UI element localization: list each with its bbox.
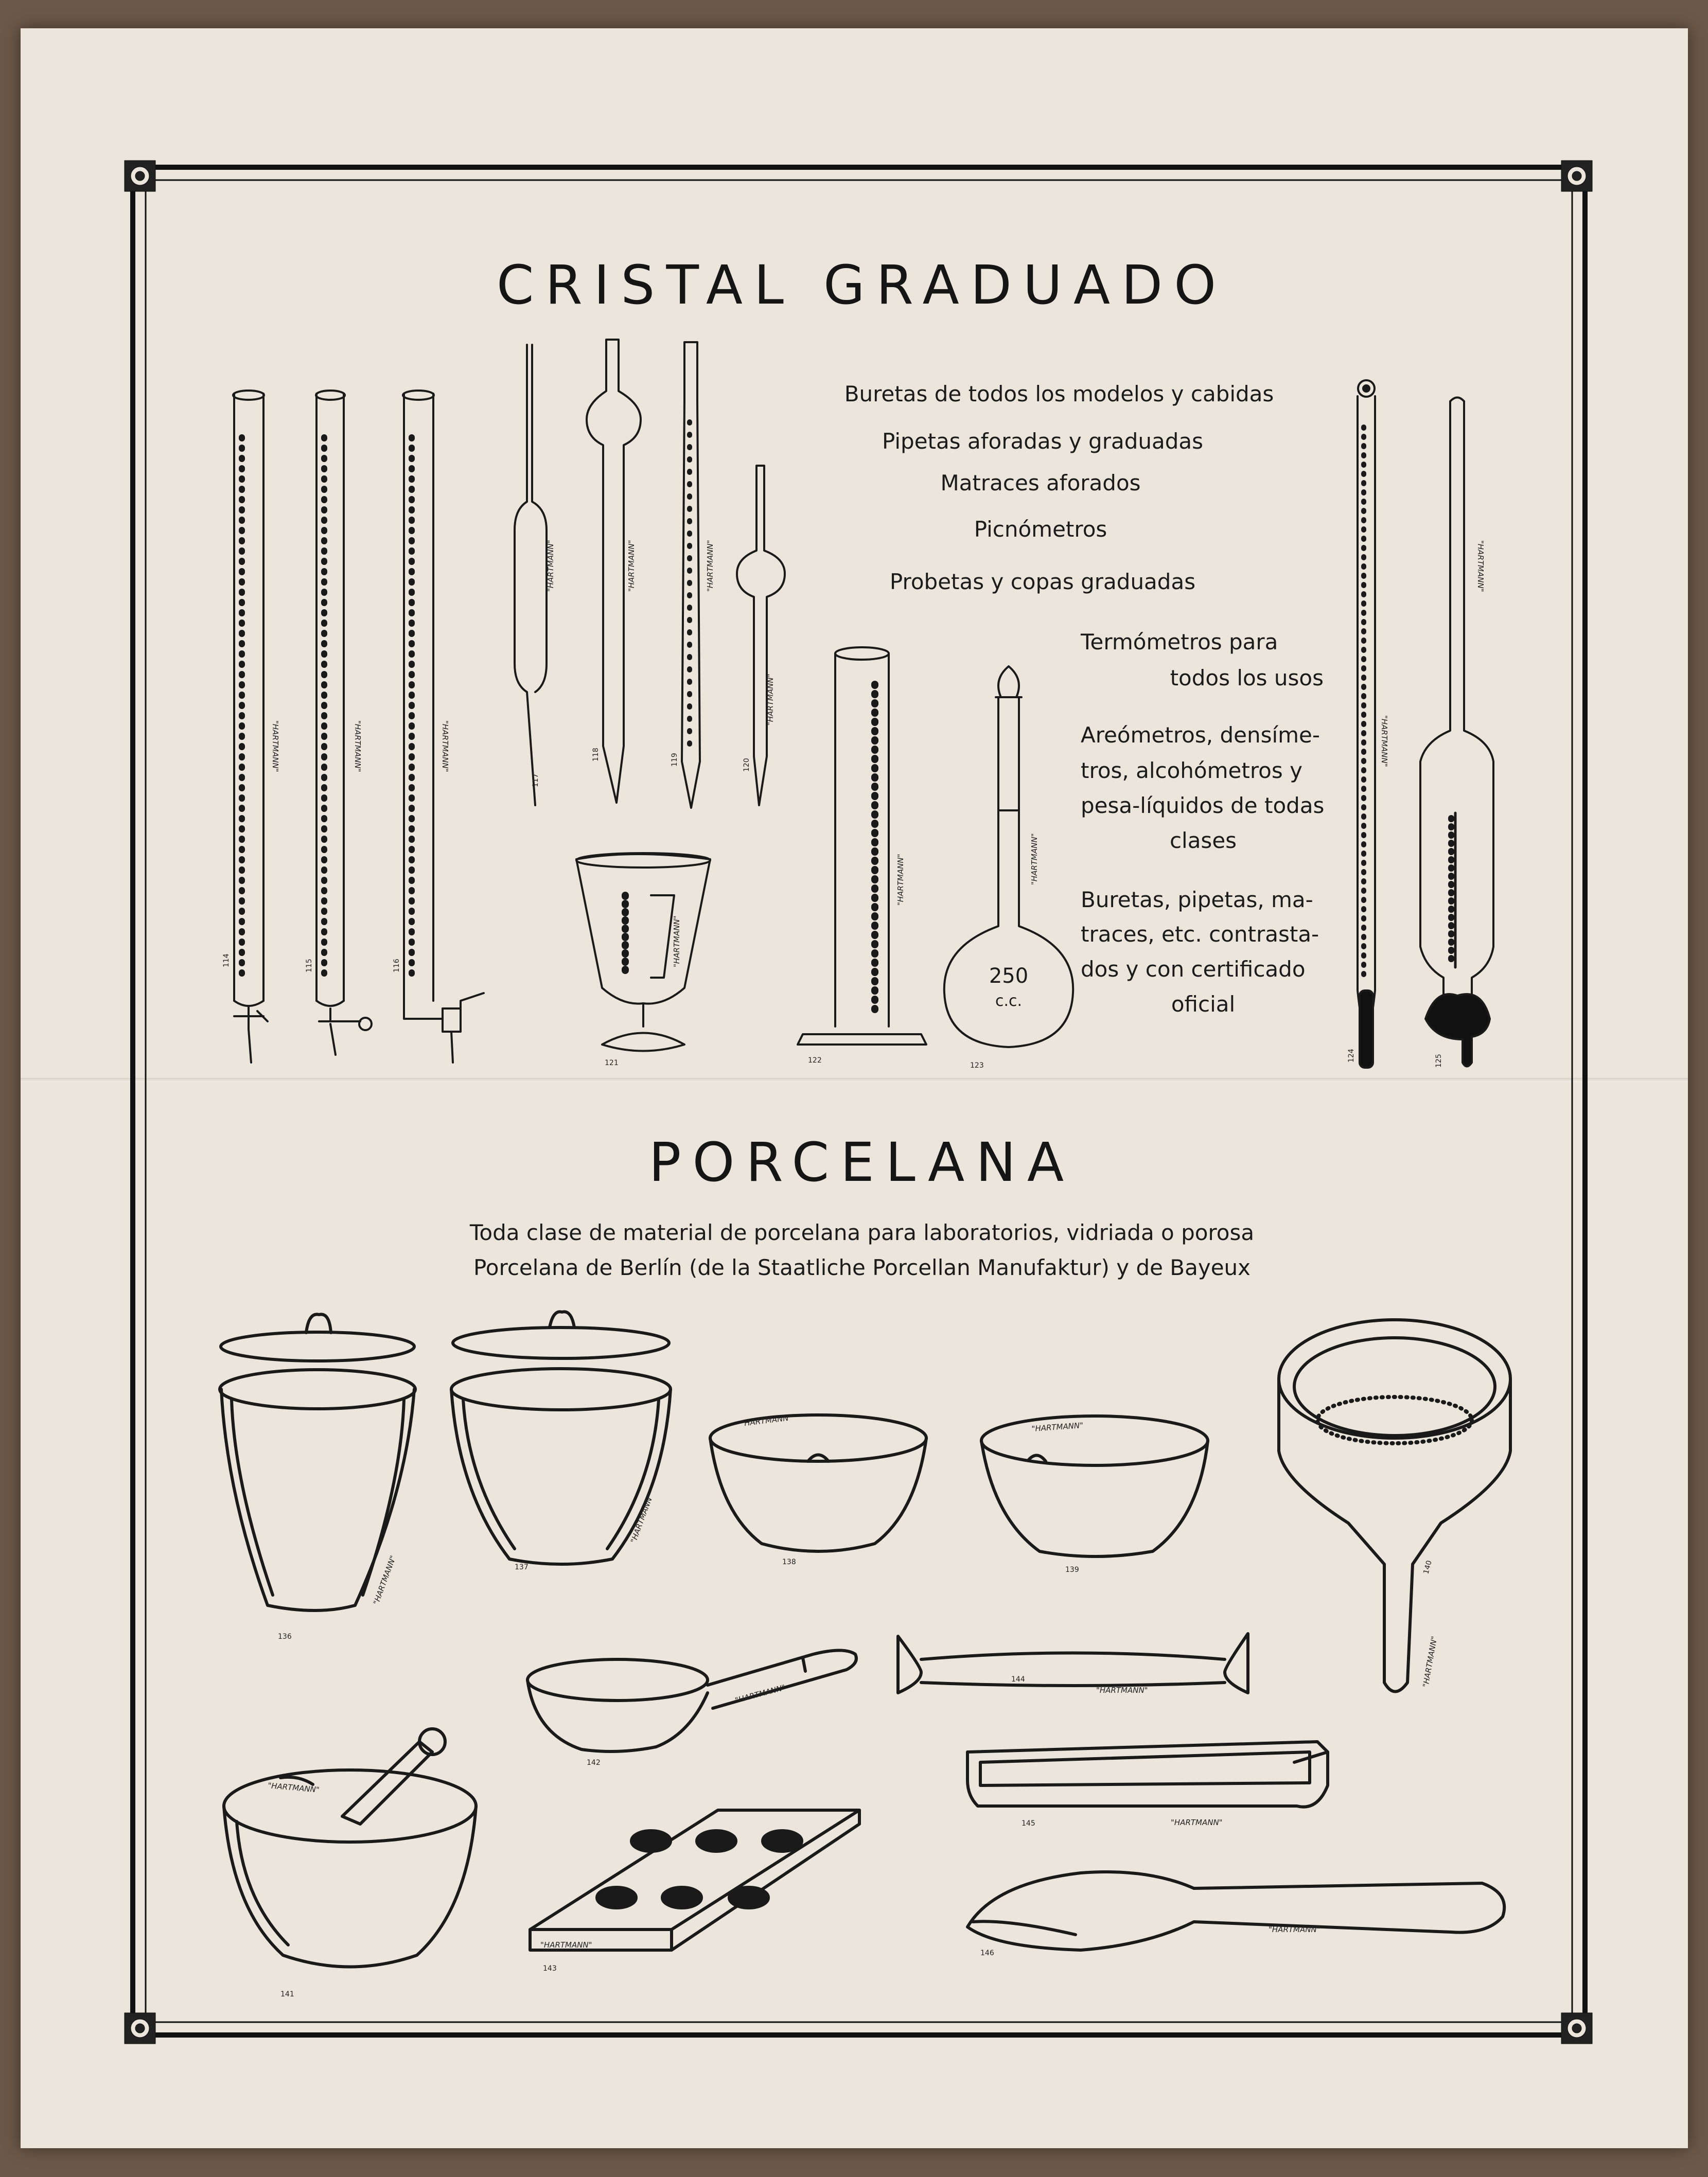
crucible-illustration bbox=[220, 1314, 415, 1641]
spot-plate-illustration bbox=[530, 1810, 859, 1973]
item-number: 139 bbox=[1065, 1566, 1079, 1574]
maker-mark: "HARTMANN" bbox=[271, 720, 280, 772]
pipette-illustration bbox=[515, 345, 555, 805]
maker-mark: "HARTMANN" bbox=[441, 720, 450, 772]
text-line: Toda clase de material de porcelana para laboratorios, vidriada o porosa bbox=[469, 1220, 1255, 1245]
maker-mark: "HARTMANN" bbox=[896, 854, 905, 906]
frame-corner-ornament bbox=[125, 2013, 155, 2044]
text-line: todos los usos bbox=[1170, 665, 1324, 691]
text-line: Buretas de todos los modelos y cabidas bbox=[844, 381, 1274, 406]
spatula-illustration bbox=[898, 1634, 1248, 1695]
crucible-illustration bbox=[451, 1312, 671, 1571]
text-line: Porcelana de Berlín (de la Staatliche Porcellan Manufaktur) y de Bayeux bbox=[473, 1255, 1251, 1280]
maker-mark: "HARTMANN" bbox=[1031, 1421, 1084, 1433]
frame-corner-ornament bbox=[125, 161, 155, 191]
section-heading-glass: CRISTAL GRADUADO bbox=[496, 254, 1228, 316]
maker-mark: "HARTMANN" bbox=[267, 1781, 320, 1795]
pipette-illustration bbox=[671, 342, 715, 808]
item-number: 142 bbox=[587, 1759, 601, 1767]
maker-mark: "HARTMANN" bbox=[1421, 1635, 1439, 1688]
text-line: Pipetas aforadas y graduadas bbox=[882, 429, 1204, 454]
item-number: 115 bbox=[305, 959, 313, 972]
item-number: 124 bbox=[1347, 1049, 1355, 1063]
maker-mark: "HARTMANN" bbox=[1096, 1686, 1148, 1695]
text-line: Buretas, pipetas, ma- bbox=[1081, 887, 1313, 912]
item-number: 144 bbox=[1011, 1675, 1025, 1684]
maker-mark: "HARTMANN" bbox=[1030, 833, 1039, 885]
item-number: 136 bbox=[278, 1633, 292, 1641]
item-number: 140 bbox=[1422, 1560, 1434, 1576]
text-line: traces, etc. contrasta- bbox=[1081, 922, 1319, 947]
porcelain-spoon-illustration bbox=[967, 1872, 1504, 1957]
item-number: 145 bbox=[1022, 1819, 1035, 1828]
maker-mark: "HARTMANN" bbox=[672, 915, 681, 967]
volumetric-flask-illustration bbox=[944, 666, 1073, 1070]
pipette-illustration bbox=[737, 466, 785, 805]
text-line: Probetas y copas graduadas bbox=[889, 569, 1196, 594]
item-number: 118 bbox=[592, 748, 600, 762]
text-line: Matraces aforados bbox=[940, 470, 1141, 495]
item-number: 120 bbox=[743, 758, 751, 772]
text-line: dos y con certificado bbox=[1081, 957, 1306, 982]
casserole-illustration bbox=[527, 1651, 856, 1767]
text-line: oficial bbox=[1171, 992, 1236, 1017]
evaporating-dish-illustration bbox=[710, 1413, 926, 1566]
item-number: 141 bbox=[280, 1990, 294, 1998]
maker-mark: "HARTMANN" bbox=[353, 720, 362, 772]
burette-illustration bbox=[393, 391, 484, 1063]
maker-mark: "HARTMANN" bbox=[740, 1412, 793, 1428]
maker-mark: "HARTMANN" bbox=[371, 1554, 398, 1606]
item-number: 123 bbox=[970, 1061, 984, 1070]
maker-mark: "HARTMANN" bbox=[546, 540, 555, 592]
maker-mark: "HARTMANN" bbox=[766, 674, 775, 725]
flask-unit: c.c. bbox=[995, 992, 1023, 1010]
item-number: 119 bbox=[671, 753, 679, 767]
text-line: Termómetros para bbox=[1081, 629, 1278, 654]
pipette-illustration bbox=[587, 340, 641, 803]
maker-mark: "HARTMANN" bbox=[1476, 540, 1485, 592]
burette-illustration bbox=[222, 391, 280, 1063]
text-line: tros, alcohómetros y bbox=[1081, 758, 1302, 783]
section-heading-porcelain: PORCELANA bbox=[648, 1131, 1076, 1194]
mortar-and-pestle-illustration bbox=[224, 1729, 476, 1998]
text-line: clases bbox=[1169, 828, 1237, 853]
item-number: 116 bbox=[393, 959, 401, 972]
maker-mark: "HARTMANN" bbox=[628, 1492, 656, 1545]
combustion-boat-illustration bbox=[967, 1742, 1328, 1828]
graduated-cup-illustration bbox=[576, 853, 710, 1067]
text-line: Areómetros, densíme- bbox=[1081, 722, 1320, 748]
maker-mark: "HARTMANN" bbox=[627, 540, 636, 592]
item-number: 146 bbox=[980, 1949, 994, 1957]
item-number: 125 bbox=[1435, 1054, 1443, 1068]
maker-mark: "HARTMANN" bbox=[1380, 715, 1389, 767]
item-number: 121 bbox=[605, 1059, 619, 1067]
text-line: Picnómetros bbox=[974, 517, 1107, 542]
hydrometer-illustration bbox=[1420, 398, 1493, 1068]
glass-description bbox=[844, 381, 1325, 1017]
maker-mark: "HARTMANN" bbox=[540, 1940, 592, 1950]
maker-mark: "HARTMANN" bbox=[1269, 1925, 1320, 1934]
evaporating-dish-illustration bbox=[981, 1416, 1208, 1574]
flask-volume: 250 bbox=[989, 964, 1029, 988]
frame-corner-ornament bbox=[1561, 161, 1592, 191]
thermometer-illustration bbox=[1347, 380, 1389, 1068]
item-number: 122 bbox=[808, 1056, 822, 1065]
maker-mark: "HARTMANN" bbox=[706, 540, 715, 592]
maker-mark: "HARTMANN" bbox=[1171, 1818, 1223, 1827]
text-line: pesa-líquidos de todas bbox=[1081, 793, 1325, 818]
graduated-cylinder-illustration bbox=[798, 647, 926, 1065]
porcelain-description bbox=[469, 1220, 1254, 1280]
item-number: 143 bbox=[543, 1964, 557, 1973]
item-number: 138 bbox=[782, 1558, 796, 1566]
burette-illustration bbox=[305, 391, 372, 1055]
buchner-funnel-illustration bbox=[1279, 1320, 1510, 1692]
item-number: 114 bbox=[222, 953, 231, 967]
item-number: 137 bbox=[515, 1563, 529, 1571]
frame-corner-ornament bbox=[1561, 2013, 1592, 2044]
maker-mark: "HARTMANN" bbox=[734, 1683, 787, 1705]
item-number: 117 bbox=[532, 773, 540, 787]
